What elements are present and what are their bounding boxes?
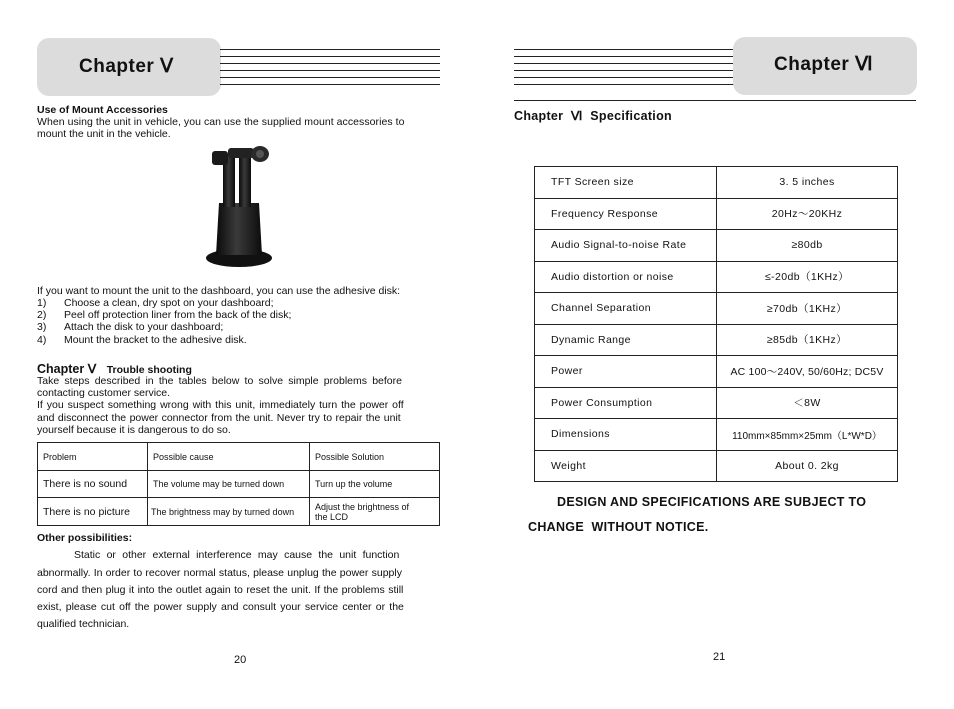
table-cell: The volume may be turned down xyxy=(148,471,310,498)
table-header-cell: Possible Solution xyxy=(310,443,440,471)
spec-value: ≥85db（1KHz） xyxy=(717,324,898,356)
table-row xyxy=(535,198,898,230)
spec-key: Frequency Response xyxy=(535,198,717,230)
table-cell: The brightness may by turned down xyxy=(148,498,310,526)
header-rule-lines-right xyxy=(514,49,736,91)
spec-value: About 0. 2kg xyxy=(717,450,898,482)
mount-text-line1: When using the unit in vehicle, you can use the supplied mount accessories to xyxy=(37,116,405,128)
other-line-1: Static or other external interference may cause the unit function xyxy=(74,549,400,561)
spec-key: Weight xyxy=(535,450,717,482)
chapter-tab-left xyxy=(37,38,221,96)
spec-key: Dynamic Range xyxy=(535,324,717,356)
spec-value: ≥70db（1KHz） xyxy=(717,293,898,325)
other-line-5: qualified technician. xyxy=(37,618,130,630)
table-row xyxy=(535,387,898,419)
spec-value: ＜8W xyxy=(717,387,898,419)
header-rule-lines-left xyxy=(220,49,440,91)
troubleshooting-table xyxy=(37,442,440,526)
spec-value: 110mm×85mm×25mm（L*W*D） xyxy=(717,419,898,451)
mount-text-line2: mount the unit in the vehicle. xyxy=(37,128,171,140)
troubleshooting-title: Trouble shooting xyxy=(106,364,192,376)
table-row xyxy=(535,324,898,356)
mount-heading: Use of Mount Accessories xyxy=(37,104,168,116)
chapter-title-left: Chapter Ⅴ xyxy=(79,56,174,77)
table-row xyxy=(535,230,898,262)
table-cell: Turn up the volume xyxy=(310,471,440,498)
table-row xyxy=(535,450,898,482)
spec-value: AC 100～240V, 50/60Hz; DC5V xyxy=(717,356,898,388)
other-line-2: abnormally. In order to recover normal status, please unplug the power supply xyxy=(37,567,402,579)
table-row xyxy=(535,167,898,199)
other-line-3: cord and then plug it into the outlet again to reset the unit. If the problems still xyxy=(37,584,404,596)
table-row xyxy=(38,498,440,526)
table-row xyxy=(535,293,898,325)
spec-key: Dimensions xyxy=(535,419,717,451)
spec-heading: Chapter Ⅵ Specification xyxy=(514,109,672,123)
table-row xyxy=(535,261,898,293)
troubleshooting-p2-l1: If you suspect something wrong with this unit, immediately turn the power off xyxy=(37,399,404,411)
troubleshooting-chapter: Chapter Ⅴ xyxy=(37,362,97,376)
table-row xyxy=(535,419,898,451)
other-line-4: exist, please cut off the power supply and consult your service center or the xyxy=(37,601,404,613)
spec-value: ≥80db xyxy=(717,230,898,262)
other-heading: Other possibilities: xyxy=(37,532,133,544)
troubleshooting-p1-l2: contacting customer service. xyxy=(37,387,171,399)
table-row xyxy=(535,356,898,388)
adhesive-intro: If you want to mount the unit to the dashboard, you can use the adhesive disk: xyxy=(37,285,401,297)
table-cell: There is no sound xyxy=(38,471,148,498)
chapter-tab-right xyxy=(733,37,917,95)
table-cell: Adjust the brightness of the LCD xyxy=(310,498,440,526)
table-header-cell: Problem xyxy=(38,443,148,471)
table-header-cell: Possible cause xyxy=(148,443,310,471)
spec-key: Power Consumption xyxy=(535,387,717,419)
spec-key: Channel Separation xyxy=(535,293,717,325)
spec-key: Audio Signal-to-noise Rate xyxy=(535,230,717,262)
troubleshooting-p2-l2: and disconnect the power connector from the unit. Never try to repair the unit xyxy=(37,412,401,424)
troubleshooting-p1-l1: Take steps described in the tables below to solve simple problems before xyxy=(37,375,402,387)
spec-value: 3. 5 inches xyxy=(717,167,898,199)
spec-value: 20Hz～20KHz xyxy=(717,198,898,230)
mount-bracket-image xyxy=(200,143,280,270)
page-number-left: 20 xyxy=(234,654,247,666)
spec-key: Power xyxy=(535,356,717,388)
table-header-row xyxy=(38,443,440,471)
page-number-right: 21 xyxy=(713,651,726,663)
spec-value: ≤-20db（1KHz） xyxy=(717,261,898,293)
chapter-title-right: Chapter Ⅵ xyxy=(774,54,874,75)
notice-line-1: DESIGN AND SPECIFICATIONS ARE SUBJECT TO xyxy=(557,495,867,509)
spec-key: TFT Screen size xyxy=(535,167,717,199)
header-underline-right xyxy=(514,100,916,101)
spec-key: Audio distortion or noise xyxy=(535,261,717,293)
spec-table xyxy=(534,166,898,482)
table-row xyxy=(38,471,440,498)
table-cell: There is no picture xyxy=(38,498,148,526)
notice-line-2: CHANGE WITHOUT NOTICE. xyxy=(528,520,709,534)
troubleshooting-p2-l3: yourself because it is dangerous to do so. xyxy=(37,424,231,436)
